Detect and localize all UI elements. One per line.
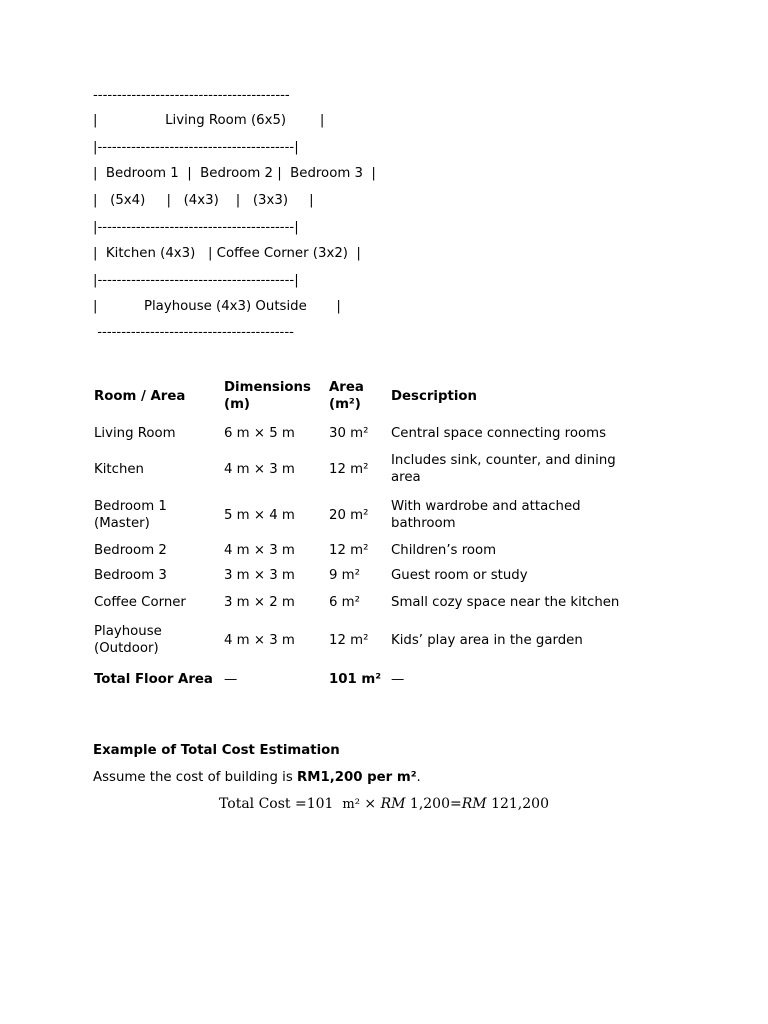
cell-description: With wardrobe and attached bathroom xyxy=(391,499,581,531)
cell-room: Bedroom 2 xyxy=(94,543,167,558)
table-row xyxy=(90,492,627,538)
cell-area: 12 m² xyxy=(329,632,369,648)
formula-lhs: Total Cost xyxy=(219,796,291,812)
cell-description: Guest room or study xyxy=(391,568,528,583)
table-row xyxy=(90,421,627,446)
floor-plan-line: ----------------------------------------- xyxy=(93,88,290,103)
cell-dimensions: 6 m × 5 m xyxy=(224,426,295,441)
table-total-row xyxy=(90,663,627,692)
cell-room: Playhouse (Outdoor) xyxy=(94,624,162,656)
cell-description: Kids’ play area in the garden xyxy=(391,632,583,648)
cell-dimensions: 3 m × 3 m xyxy=(224,568,295,583)
table-header-row xyxy=(90,375,627,421)
cell-room: Kitchen xyxy=(94,461,144,477)
floor-plan-line: ----------------------------------------- xyxy=(93,325,294,340)
formula-currency: RM xyxy=(461,796,487,812)
formula-result: 121,200 xyxy=(491,796,549,812)
cell-area: 20 m² xyxy=(329,507,369,523)
table-row xyxy=(90,538,627,563)
cell-area: 9 m² xyxy=(329,568,360,583)
cell-area: 12 m² xyxy=(329,543,369,558)
floor-plan-line: | (5x4) | (4x3) | (3x3) | xyxy=(93,193,314,208)
table-row xyxy=(90,563,627,588)
cost-assumption xyxy=(93,770,421,785)
total-dimensions: — xyxy=(224,672,238,687)
header-room: Room / Area xyxy=(94,388,186,404)
cost-formula xyxy=(0,796,768,812)
assumption-prefix: Assume the cost of building is xyxy=(93,770,297,785)
table-row xyxy=(90,617,627,663)
cell-area: 30 m² xyxy=(329,426,369,441)
total-description: — xyxy=(391,672,405,687)
cell-room: Bedroom 1 (Master) xyxy=(94,499,167,531)
cell-dimensions: 5 m × 4 m xyxy=(224,507,295,523)
formula-times: × xyxy=(364,796,377,812)
formula-area-value: 101 xyxy=(306,796,334,812)
table-row xyxy=(90,588,627,617)
cell-area: 12 m² xyxy=(329,461,369,477)
floor-plan-line: |-----------------------------------------| xyxy=(93,273,299,288)
header-description: Description xyxy=(391,388,478,404)
cell-room: Bedroom 3 xyxy=(94,568,167,583)
cost-section-title: Example of Total Cost Estimation xyxy=(93,743,340,758)
formula-currency: RM xyxy=(380,796,406,812)
rooms-table xyxy=(90,375,627,692)
floor-plan-line: | Kitchen (4x3) | Coffee Corner (3x2) | xyxy=(93,246,361,261)
assumption-rate: RM1,200 per m² xyxy=(296,770,417,785)
assumption-suffix: . xyxy=(416,770,421,785)
cell-room: Coffee Corner xyxy=(94,595,186,610)
cell-description: Children’s room xyxy=(391,543,497,558)
floor-plan-line: | Bedroom 1 | Bedroom 2 | Bedroom 3 | xyxy=(93,166,376,181)
cell-description: Central space connecting rooms xyxy=(391,426,606,441)
cell-description: Small cozy space near the kitchen xyxy=(391,595,620,610)
header-dimensions: Dimensions (m) xyxy=(224,380,311,412)
cell-dimensions: 4 m × 3 m xyxy=(224,632,295,648)
total-area: 101 m² xyxy=(329,672,382,687)
cell-dimensions: 3 m × 2 m xyxy=(224,595,295,610)
formula-equals: = xyxy=(450,796,462,812)
floor-plan-line: | Playhouse (4x3) Outside | xyxy=(93,299,341,314)
floor-plan-line: |-----------------------------------------| xyxy=(93,220,299,235)
floor-plan-line: | Living Room (6x5) | xyxy=(93,113,325,128)
table-row xyxy=(90,446,627,492)
cell-dimensions: 4 m × 3 m xyxy=(224,543,295,558)
cell-dimensions: 4 m × 3 m xyxy=(224,461,295,477)
formula-equals: = xyxy=(295,796,307,812)
cell-room: Living Room xyxy=(94,426,176,441)
header-area: Area (m²) xyxy=(329,380,364,412)
floor-plan-line: |-----------------------------------------| xyxy=(93,140,299,155)
cell-description: Includes sink, counter, and dining area xyxy=(391,453,616,485)
total-label: Total Floor Area xyxy=(94,672,213,687)
formula-rate: 1,200 xyxy=(409,796,450,812)
cell-area: 6 m² xyxy=(329,595,360,610)
formula-area-unit: m² xyxy=(342,797,360,812)
